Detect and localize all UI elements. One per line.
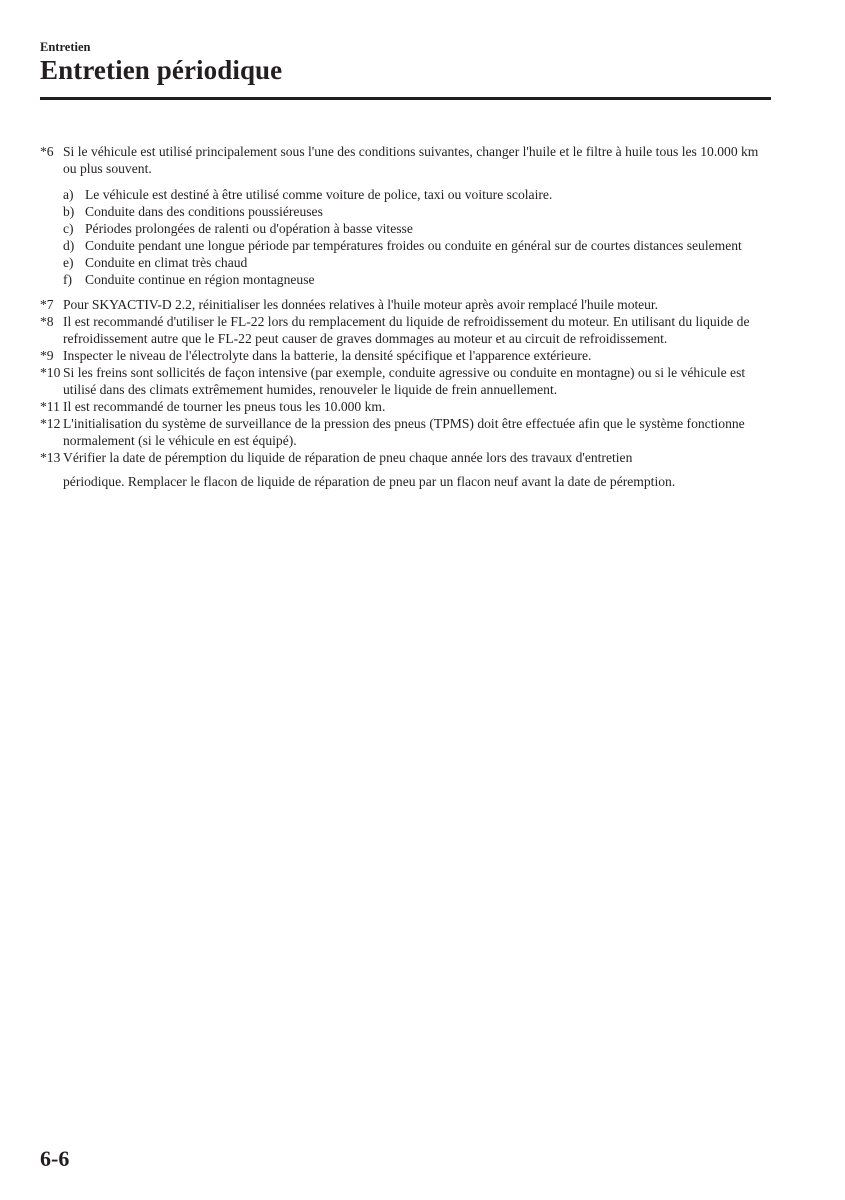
list-item-marker: d) (63, 238, 75, 253)
list-item (63, 220, 775, 237)
list-item-text: Conduite dans des conditions poussiéreuses (85, 204, 323, 219)
note-text: L'initialisation du système de surveillance de la pression des pneus (TPMS) doit être effectuée afin que le système fonctionne normalement (si le véhicule en est équipé). (63, 416, 745, 448)
note-marker: *11 (40, 399, 60, 414)
note-marker: *13 (40, 450, 61, 465)
note-text: Inspecter le niveau de l'électrolyte dans la batterie, la densité spécifique et l'apparence extérieure. (63, 348, 592, 363)
list-item-marker: c) (63, 221, 74, 236)
list-item (63, 203, 775, 220)
note-12 (40, 415, 775, 449)
list-item-marker: b) (63, 204, 75, 219)
list-item-marker: e) (63, 255, 74, 270)
note-text: Il est recommandé de tourner les pneus tous les 10.000 km. (63, 399, 386, 414)
list-item-marker: f) (63, 272, 73, 287)
note-text: Si le véhicule est utilisé principalement sous l'une des conditions suivantes, changer l'huile et le filtre à huile tous les 10.000 km ou plus souvent. (63, 144, 759, 176)
list-item-marker: a) (63, 187, 74, 202)
note-13 (40, 449, 775, 490)
list-item (63, 237, 775, 254)
list-item (63, 186, 775, 203)
note-marker: *12 (40, 416, 61, 431)
note-text: Si les freins sont sollicités de façon intensive (par exemple, conduite agressive ou conduite en montagne) ou si le véhicule est utilisé dans des climats extrêmement humides, renouveler le liquide de frein annuellement. (63, 365, 746, 397)
page-title: Entretien périodique (40, 55, 283, 85)
note-text: Pour SKYACTIV-D 2.2, réinitialiser les données relatives à l'huile moteur après avoir remplacé l'huile moteur. (63, 297, 658, 312)
list-item-text: Conduite continue en région montagneuse (85, 272, 315, 287)
note-8 (40, 313, 775, 347)
section-label: Entretien (40, 40, 91, 54)
note-marker: *7 (40, 297, 54, 312)
list-item-text: Le véhicule est destiné à être utilisé comme voiture de police, taxi ou voiture scolaire. (85, 187, 553, 202)
list-item-text: Conduite pendant une longue période par températures froides ou conduite en général sur de courtes distances seulement (85, 238, 742, 253)
note-9 (40, 347, 775, 364)
note-marker: *8 (40, 314, 54, 329)
title-divider (40, 97, 771, 100)
note-marker: *10 (40, 365, 61, 380)
list-item-text: Périodes prolongées de ralenti ou d'opération à basse vitesse (85, 221, 413, 236)
list-item-text: Conduite en climat très chaud (85, 255, 248, 270)
list-item (63, 271, 775, 288)
note-11 (40, 398, 775, 415)
page-number: 6-6 (40, 1146, 70, 1171)
note-marker: *9 (40, 348, 54, 363)
note-text (63, 449, 775, 490)
list-item (63, 254, 775, 271)
note-6 (40, 143, 775, 177)
note-10 (40, 364, 775, 398)
note-text-continuation: périodique. Remplacer le flacon de liquide de réparation de pneu par un flacon neuf avant la date de péremption. (63, 474, 676, 489)
note-marker: *6 (40, 144, 54, 159)
condition-list (63, 186, 775, 288)
maintenance-notes (40, 143, 775, 490)
note-text: Il est recommandé d'utiliser le FL-22 lors du remplacement du liquide de refroidissement du moteur. En utilisant du liquide de refroidissement autre que le FL-22 peut causer de graves dommages au moteur et au circuit de refroidissement. (63, 314, 750, 346)
note-7 (40, 296, 775, 313)
note-text-line: Vérifier la date de péremption du liquide de réparation de pneu chaque année lors des travaux d'entretien (63, 450, 633, 465)
